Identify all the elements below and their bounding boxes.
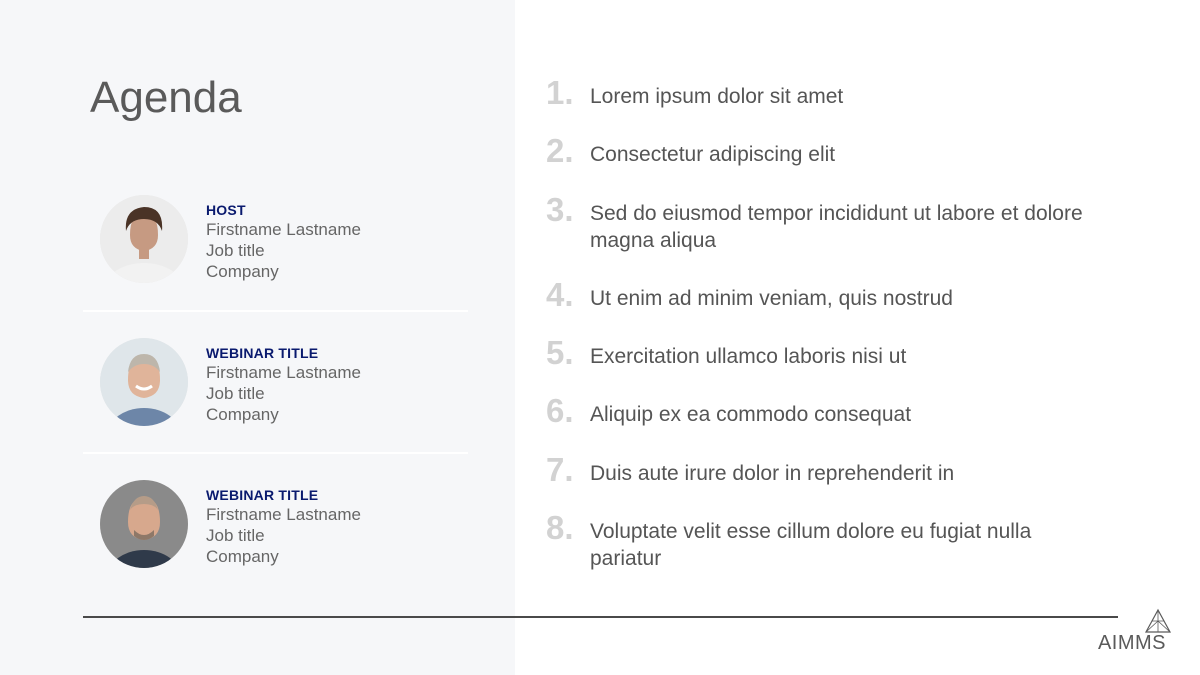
divider (83, 452, 468, 454)
speaker-job-title: Job title (206, 241, 265, 260)
speaker-company: Company (206, 405, 279, 424)
agenda-number: 8. (546, 509, 574, 546)
speaker-name: Firstname Lastname (206, 505, 361, 524)
speaker-details (206, 344, 361, 425)
speaker-photo-icon (100, 338, 188, 426)
agenda-text: Lorem ipsum dolor sit amet (590, 85, 844, 108)
agenda-number: 6. (546, 392, 574, 429)
speaker-details (206, 486, 361, 567)
speaker-role: HOST (206, 202, 246, 218)
agenda-text: Voluptate velit esse cillum dolore eu fugiat nulla pariatur (590, 520, 1032, 570)
avatar (100, 195, 188, 283)
agenda-number: 3. (546, 191, 574, 228)
agenda-number: 4. (546, 276, 574, 313)
agenda-text: Exercitation ullamco laboris nisi ut (590, 345, 907, 368)
divider (83, 310, 468, 312)
aimms-logo-icon (1142, 608, 1174, 634)
speaker-details (206, 201, 361, 282)
agenda-text: Consectetur adipiscing elit (590, 143, 836, 166)
speaker-photo-icon (100, 480, 188, 568)
speaker-role: WEBINAR TITLE (206, 487, 319, 503)
speaker-job-title: Job title (206, 526, 265, 545)
speaker-name: Firstname Lastname (206, 363, 361, 382)
speaker-card (100, 480, 480, 572)
agenda-text: Ut enim ad minim veniam, quis nostrud (590, 287, 953, 310)
speaker-job-title: Job title (206, 384, 265, 403)
footer-rule (83, 616, 1118, 618)
speaker-company: Company (206, 547, 279, 566)
agenda-number: 2. (546, 132, 574, 169)
agenda-number: 7. (546, 451, 574, 488)
logo-text: AIMMS (1097, 632, 1166, 654)
avatar (100, 480, 188, 568)
speaker-photo-icon (100, 195, 188, 283)
aimms-logo (1086, 606, 1170, 658)
agenda-number: 1. (546, 74, 574, 111)
speaker-card (100, 338, 480, 430)
agenda-text: Sed do eiusmod tempor incididunt ut labore et dolore magna aliqua (590, 202, 1083, 252)
agenda-text: Aliquip ex ea commodo consequat (590, 403, 912, 426)
speaker-name: Firstname Lastname (206, 220, 361, 239)
speaker-company: Company (206, 262, 279, 281)
agenda-number: 5. (546, 334, 574, 371)
page-title: Agenda (90, 73, 242, 122)
avatar (100, 338, 188, 426)
speaker-card-host (100, 195, 480, 287)
agenda-text: Duis aute irure dolor in reprehenderit in (590, 462, 955, 485)
speaker-role: WEBINAR TITLE (206, 345, 319, 361)
